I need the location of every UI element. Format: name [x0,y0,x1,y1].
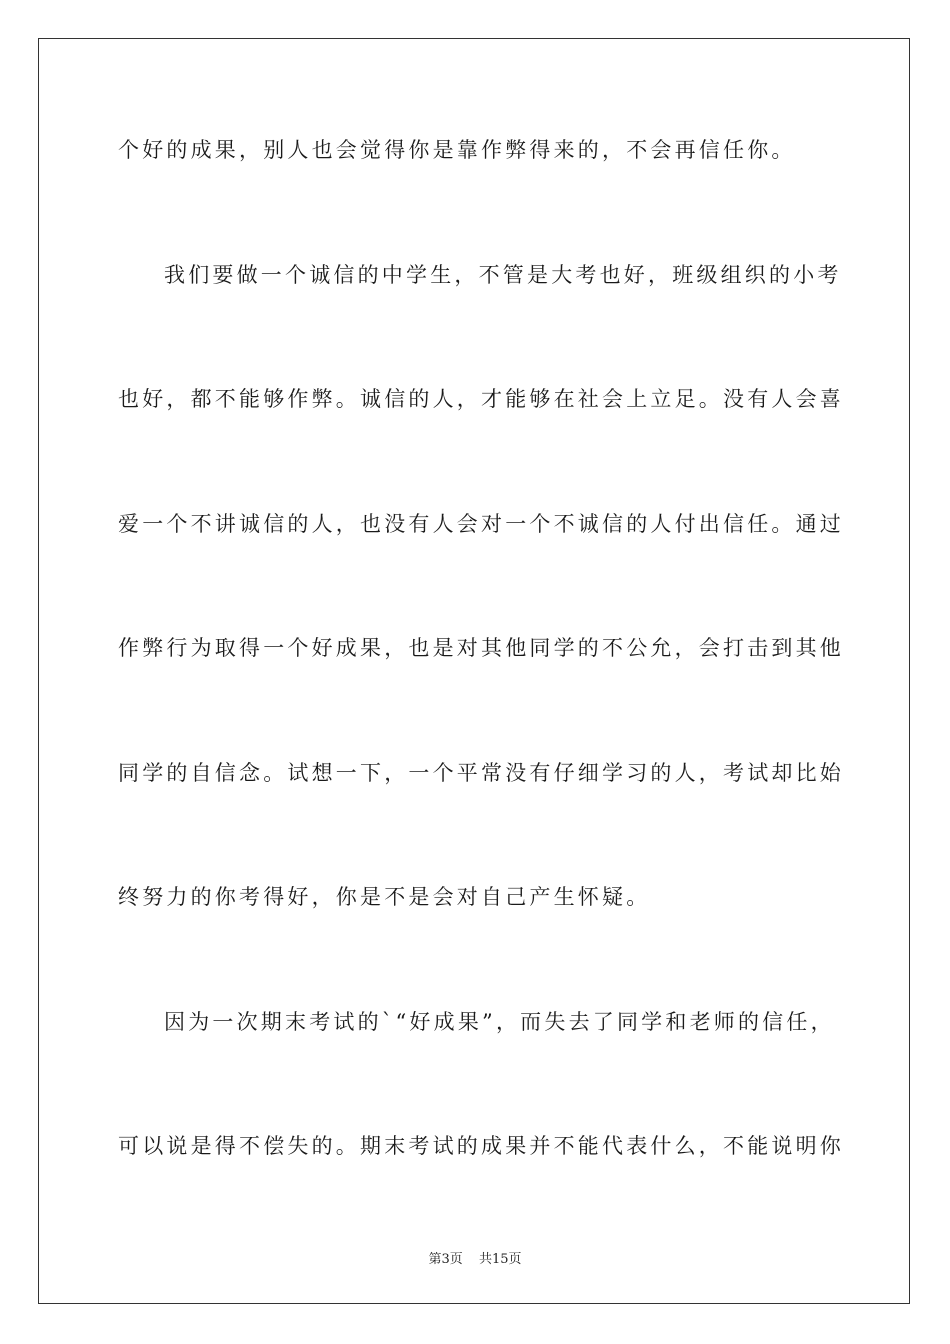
text-line-9: 可以说是得不偿失的。期末考试的成果并不能代表什么，不能说明你 [118,1134,844,1158]
page-number: 第3页 [428,1252,463,1267]
page-footer [0,1248,950,1267]
text-line-7: 终努力的你考得好，你是不是会对自己产生怀疑。 [118,885,651,909]
page-border [38,38,910,1304]
text-line-8: 因为一次期末考试的`“好成果”，而失去了同学和老师的信任， [164,1010,835,1034]
text-line-1: 个好的成果，别人也会觉得你是靠作弊得来的，不会再信任你。 [118,138,796,162]
text-line-2: 我们要做一个诚信的中学生，不管是大考也好，班级组织的小考 [164,263,842,287]
text-line-4: 爱一个不讲诚信的人，也没有人会对一个不诚信的人付出信任。通过 [118,512,844,536]
text-line-3: 也好，都不能够作弊。诚信的人，才能够在社会上立足。没有人会喜 [118,387,844,411]
text-line-6: 同学的自信念。试想一下，一个平常没有仔细学习的人，考试却比始 [118,761,844,785]
text-line-5: 作弊行为取得一个好成果，也是对其他同学的不公允，会打击到其他 [118,636,844,660]
page-total: 共15页 [478,1252,522,1267]
